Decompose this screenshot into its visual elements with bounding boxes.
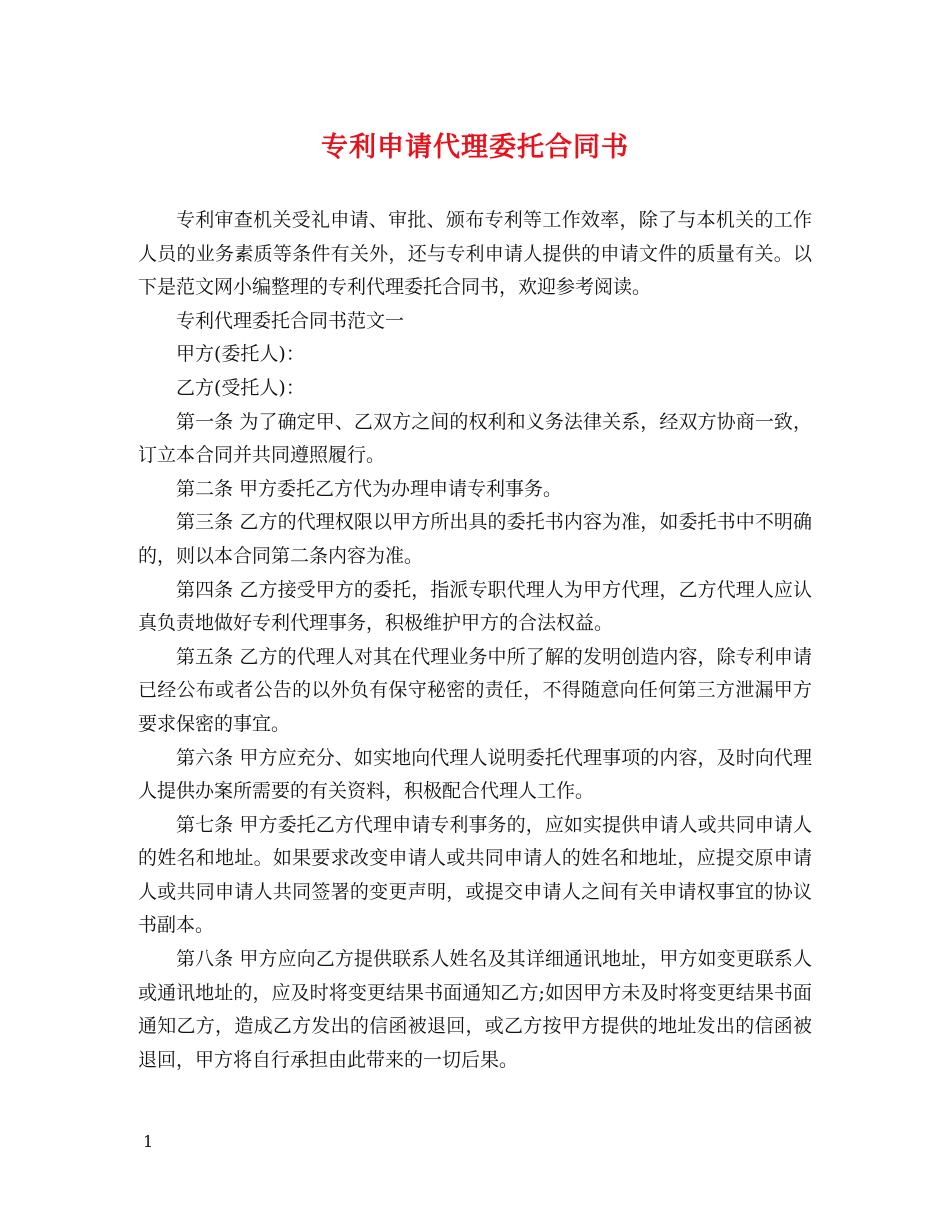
page-number: 1: [143, 1132, 154, 1151]
paragraph-article-2: 第二条 甲方委托乙方代为办理申请专利事务。: [176, 477, 563, 500]
paragraph-article-7: 第七条 甲方委托乙方代理申请专利事务的，应如实提供申请人或共同申请人的姓名和地址。如果要求改变申请人或共同申请人的姓名和地址，应提交原申请人或共同申请人共同签署的变更声明，或提交申请人之间有关申请权事宜的协议书副本。: [138, 813, 812, 937]
paragraph-article-6: 第六条 甲方应充分、如实地向代理人说明委托代理事项的内容，及时向代理人提供办案所需要的有关资料，积极配合代理人工作。: [138, 746, 812, 803]
document-title: 专利申请代理委托合同书: [321, 132, 629, 163]
paragraph-intro: 专利审查机关受礼申请、审批、颁布专利等工作效率，除了与本机关的工作人员的业务素质等条件有关外，还与专利申请人提供的申请文件的质量有关。以下是范文网小编整理的专利代理委托合同书，欢迎参考阅读。: [138, 209, 812, 299]
paragraph-article-5: 第五条 乙方的代理人对其在代理业务中所了解的发明创造内容，除专利申请已经公布或者公告的以外负有保守秘密的责任，不得随意向任何第三方泄漏甲方要求保密的事宜。: [138, 645, 812, 735]
paragraph-party-b: 乙方(受托人)：: [176, 376, 305, 399]
paragraph-article-8: 第八条 甲方应向乙方提供联系人姓名及其详细通讯地址，甲方如变更联系人或通讯地址的，应及时将变更结果书面通知乙方;如因甲方未及时将变更结果书面通知乙方，造成乙方发出的信函被退回，或乙方按甲方提供的地址发出的信函被退回，甲方将自行承担由此带来的一切后果。: [138, 948, 812, 1071]
paragraph-article-4: 第四条 乙方接受甲方的委托，指派专职代理人为甲方代理，乙方代理人应认真负责地做好专利代理事务，积极维护甲方的合法权益。: [138, 578, 812, 635]
paragraph-article-1: 第一条 为了确定甲、乙双方之间的权利和义务法律关系，经双方协商一致，订立本合同并共同遵照履行。: [138, 410, 812, 467]
paragraph-section-heading: 专利代理委托合同书范文一: [176, 309, 405, 332]
document-body: [138, 204, 812, 1077]
paragraph-party-a: 甲方(委托人)：: [176, 343, 305, 366]
paragraph-article-3: 第三条 乙方的代理权限以甲方所出具的委托书内容为准，如委托书中不明确的，则以本合同第二条内容为准。: [138, 511, 812, 567]
